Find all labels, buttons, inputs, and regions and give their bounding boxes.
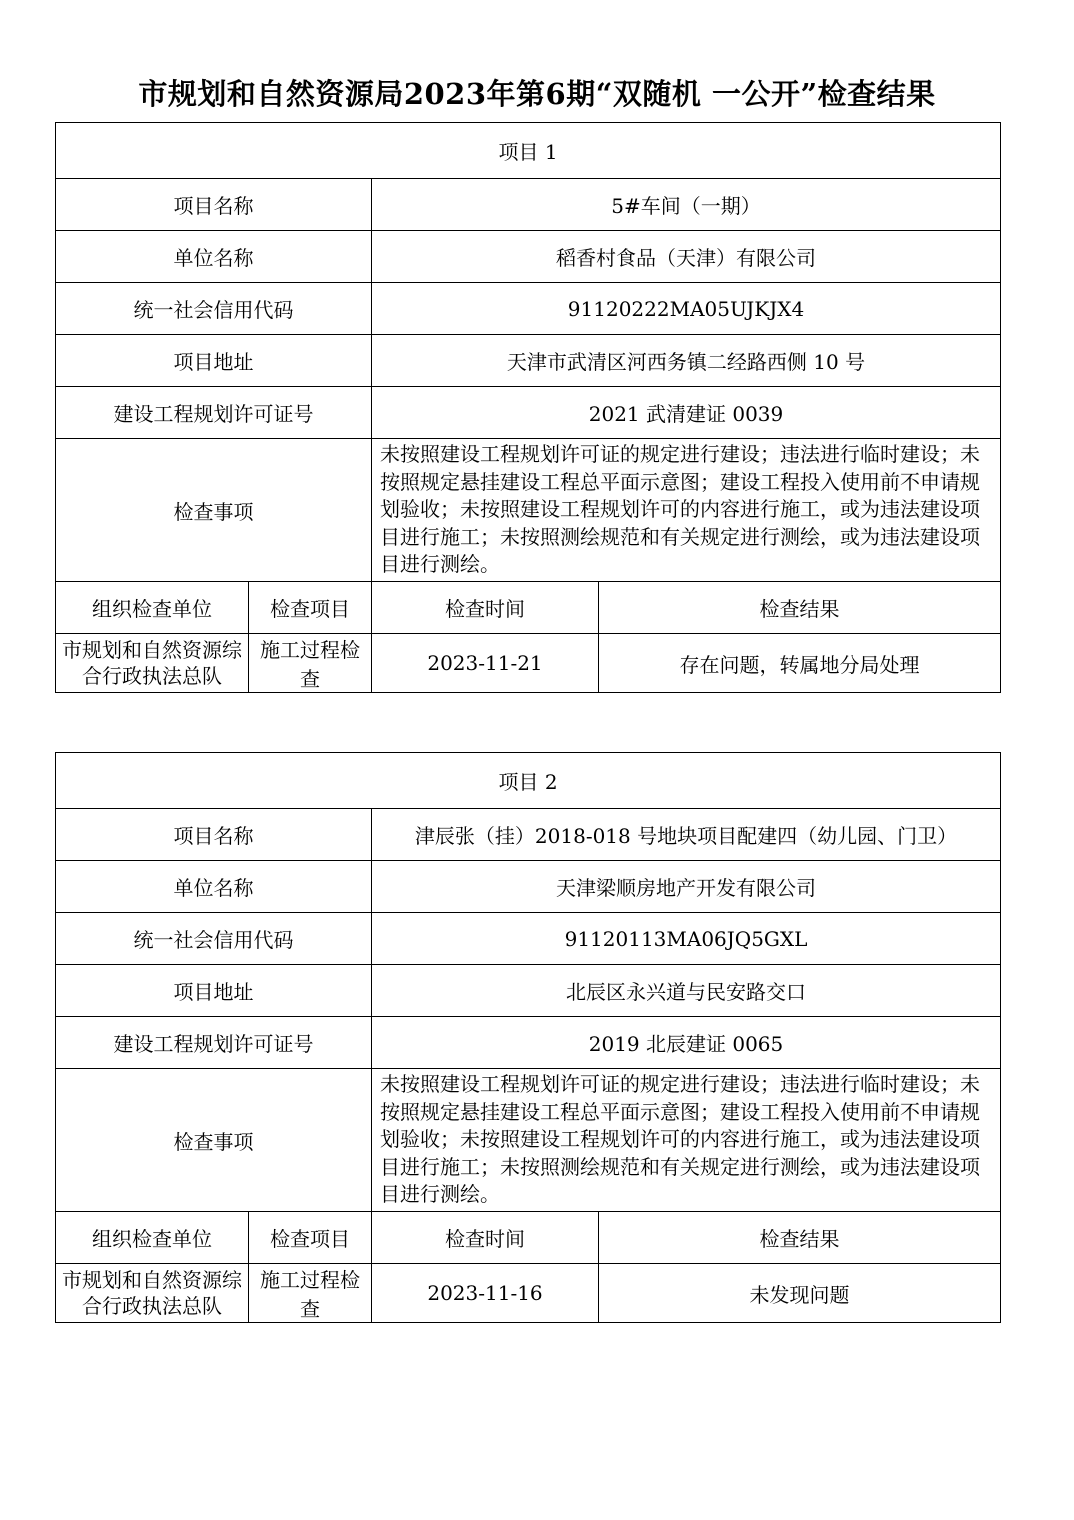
project-name-value: 津辰张（挂）2018-018 号地块项目配建四（幼儿园、门卫）	[372, 809, 1001, 861]
project-name-label: 项目名称	[56, 809, 372, 861]
credit-code-label: 统一社会信用代码	[56, 913, 372, 965]
check-time-value: 2023-11-21	[372, 634, 599, 693]
unit-name-value: 稻香村食品（天津）有限公司	[372, 231, 1001, 283]
project-table-2	[55, 752, 1001, 1323]
unit-name-label: 单位名称	[56, 231, 372, 283]
project-name-label: 项目名称	[56, 179, 372, 231]
check-time-label: 检查时间	[372, 582, 599, 634]
permit-value: 2019 北辰建证 0065	[372, 1017, 1001, 1069]
org-unit-value: 市规划和自然资源综合行政执法总队	[56, 634, 249, 693]
check-result-label: 检查结果	[599, 1212, 1001, 1264]
check-result-value: 未发现问题	[599, 1264, 1001, 1323]
address-value: 天津市武清区河西务镇二经路西侧 10 号	[372, 335, 1001, 387]
project-name-value: 5#车间（一期）	[372, 179, 1001, 231]
credit-code-label: 统一社会信用代码	[56, 283, 372, 335]
permit-label: 建设工程规划许可证号	[56, 1017, 372, 1069]
unit-name-label: 单位名称	[56, 861, 372, 913]
credit-code-value: 91120113MA06JQ5GXL	[372, 913, 1001, 965]
unit-name-value: 天津梁顺房地产开发有限公司	[372, 861, 1001, 913]
check-time-label: 检查时间	[372, 1212, 599, 1264]
project-header: 项目 1	[56, 123, 1001, 179]
org-unit-value: 市规划和自然资源综合行政执法总队	[56, 1264, 249, 1323]
address-label: 项目地址	[56, 335, 372, 387]
check-result-value: 存在问题，转属地分局处理	[599, 634, 1001, 693]
check-result-label: 检查结果	[599, 582, 1001, 634]
project-table-1	[55, 122, 1001, 693]
check-matters-label: 检查事项	[56, 1069, 372, 1212]
org-unit-label: 组织检查单位	[56, 582, 249, 634]
check-item-value: 施工过程检查	[249, 634, 372, 693]
permit-value: 2021 武清建证 0039	[372, 387, 1001, 439]
org-unit-label: 组织检查单位	[56, 1212, 249, 1264]
address-label: 项目地址	[56, 965, 372, 1017]
address-value: 北辰区永兴道与民安路交口	[372, 965, 1001, 1017]
page-title: 市规划和自然资源局2023年第6期“双随机 一公开”检查结果	[138, 77, 936, 111]
permit-label: 建设工程规划许可证号	[56, 387, 372, 439]
credit-code-value: 91120222MA05UJKJX4	[372, 283, 1001, 335]
check-matters-value: 未按照建设工程规划许可证的规定进行建设；违法进行临时建设；未按照规定悬挂建设工程总平面示意图；建设工程投入使用前不申请规划验收；未按照建设工程规划许可的内容进行施工，或为违法建设项目进行施工；未按照测绘规范和有关规定进行测绘，或为违法建设项目进行测绘。	[372, 439, 1001, 582]
check-time-value: 2023-11-16	[372, 1264, 599, 1323]
project-header: 项目 2	[56, 753, 1001, 809]
check-matters-label: 检查事项	[56, 439, 372, 582]
check-item-value: 施工过程检查	[249, 1264, 372, 1323]
check-item-label: 检查项目	[249, 582, 372, 634]
check-matters-value: 未按照建设工程规划许可证的规定进行建设；违法进行临时建设；未按照规定悬挂建设工程总平面示意图；建设工程投入使用前不申请规划验收；未按照建设工程规划许可的内容进行施工，或为违法建设项目进行施工；未按照测绘规范和有关规定进行测绘，或为违法建设项目进行测绘。	[372, 1069, 1001, 1212]
check-item-label: 检查项目	[249, 1212, 372, 1264]
